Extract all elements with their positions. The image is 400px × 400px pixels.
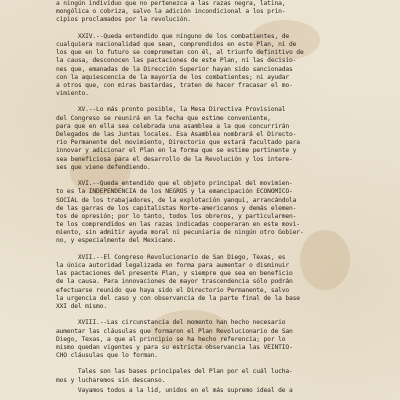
text-line: XVIII.--Las circunstancia del momento han hecho necesario (56, 319, 286, 327)
text-line: tos de opresión; por lo tanto, todos los obreros, y particularmen- (56, 212, 297, 220)
text-line: con la aquiescencia de la mayoría de los combatientes; ni ayudar (56, 73, 290, 81)
text-line: te los comprendidos en las razas indicadas cooperaran en este movi- (56, 221, 300, 229)
text-line: innovar y adicionar el Plan en la forma que se estime pertinente y (56, 147, 297, 155)
text-line: mismo quedan vigentes y para su estricta observancia las VEINTIO- (56, 343, 293, 351)
text-line: de la causa. Para innovaciones de mayor trascendencia sólo podrán (56, 278, 293, 286)
text-line: a otros que, con miras bastardas, traten de hacer fracasar el mo- (56, 81, 293, 89)
text-line: la causa, desconocen las pactaciones de este Plan, ni las decisio- (56, 57, 297, 65)
text-line: los que en lo futuro se comprometan con él, al triunfo definitivo de (56, 49, 304, 57)
paragraph-intro (56, 0, 378, 25)
text-line: XVI.--Queda entendido que el objeto principal del movimien- (56, 180, 293, 188)
typewritten-text (56, 0, 378, 400)
text-line: no, y especialmente del Mexicano. (56, 237, 177, 245)
text-line: XVII.--El Congreso Revolucionario de San Diego, Texas, es (56, 253, 286, 261)
text-line: miento, sin admitir ayuda moral ni pecuniaria de ningún otro Gobier- (56, 229, 304, 237)
paragraph-closing-2 (56, 387, 378, 395)
text-line: sea beneficiosa para el desarrollo de la Revolución y los intere- (56, 155, 293, 163)
text-line: XXI del mismo. (56, 302, 107, 310)
text-line: efectuarse reunido que haya sido el Directorio Permanente, salvo (56, 286, 290, 294)
text-line: SOCIAL de los trabajadores, de la explotación yanqui, arrancándola (56, 196, 297, 204)
paragraph-article-xviii (56, 319, 378, 360)
text-line: vimiento. (56, 90, 89, 98)
text-line: XXIV.--Queda entendido que ninguno de los combatientes, de (56, 32, 290, 40)
text-line: las pactaciones del presente Plan, y siempre que sea en beneficio (56, 270, 293, 278)
text-line: cipios proclamados por la revolución. (56, 16, 191, 24)
text-line: aumentar las cláusulas que formaron el Plan Revolucionario de San (56, 327, 293, 335)
text-line: ses que viene defendiendo. (56, 163, 151, 171)
text-line: del Congreso se reunirá en la fecha que estime conveniente, (56, 114, 271, 122)
text-line: CHO cláusulas que lo forman. (56, 352, 158, 360)
text-line: to es la INDEPENDENCIA de los NEGROS y la emancipación ECONOMICO- (56, 188, 293, 196)
paragraph-article-xiv (56, 33, 378, 99)
text-line: XV.--Lo más pronto posible, la Mesa Directiva Provisional (56, 106, 286, 114)
text-line: nes que, emanadas de la Dirección Superior hayan sido sancionadas (56, 65, 293, 73)
text-line: para que en ella sea celebrada una asamblea a la que concurrirán (56, 122, 290, 130)
text-line: Tales son las bases principales del Plan por el cuál lucha- (56, 368, 293, 376)
text-line: Delegados de las Juntas locales. Esa Asamblea nombrará el Directo- (56, 131, 297, 138)
text-line: Vayamos todos a la lid, unidos en el más supremo ideal de a (56, 386, 293, 394)
text-line: mos y lucharemos sin descanso. (56, 376, 166, 384)
text-line: rio Permanente del movimiento, Directorio que estará facultado para (56, 139, 300, 147)
paragraph-article-xvi (56, 180, 378, 246)
paragraph-article-xvii (56, 254, 378, 311)
text-line: Diego, Texas, a que al principio se ha hecho referencia; por lo (56, 335, 286, 343)
paragraph-closing-1 (56, 368, 378, 384)
text-line: la urgencia del caso y con observancia de la parte final de la base (56, 294, 300, 302)
text-line: a ningún individuo que no pertenezca a las razas negra, latina, (56, 0, 286, 7)
text-line: cualquiera nacionalidad que sean, comprendidos en este Plan, ni de (56, 40, 297, 48)
text-line: mongólica o cobriza, salvo la adición incondicional a los prin- (56, 8, 286, 16)
text-line: la única autoridad legalizada en forma para aumentar o disminuir (56, 262, 290, 269)
text-line: de las garras de los capitalistas Norte-americanos y demás elemen- (56, 204, 297, 212)
paragraph-article-xv (56, 106, 378, 172)
